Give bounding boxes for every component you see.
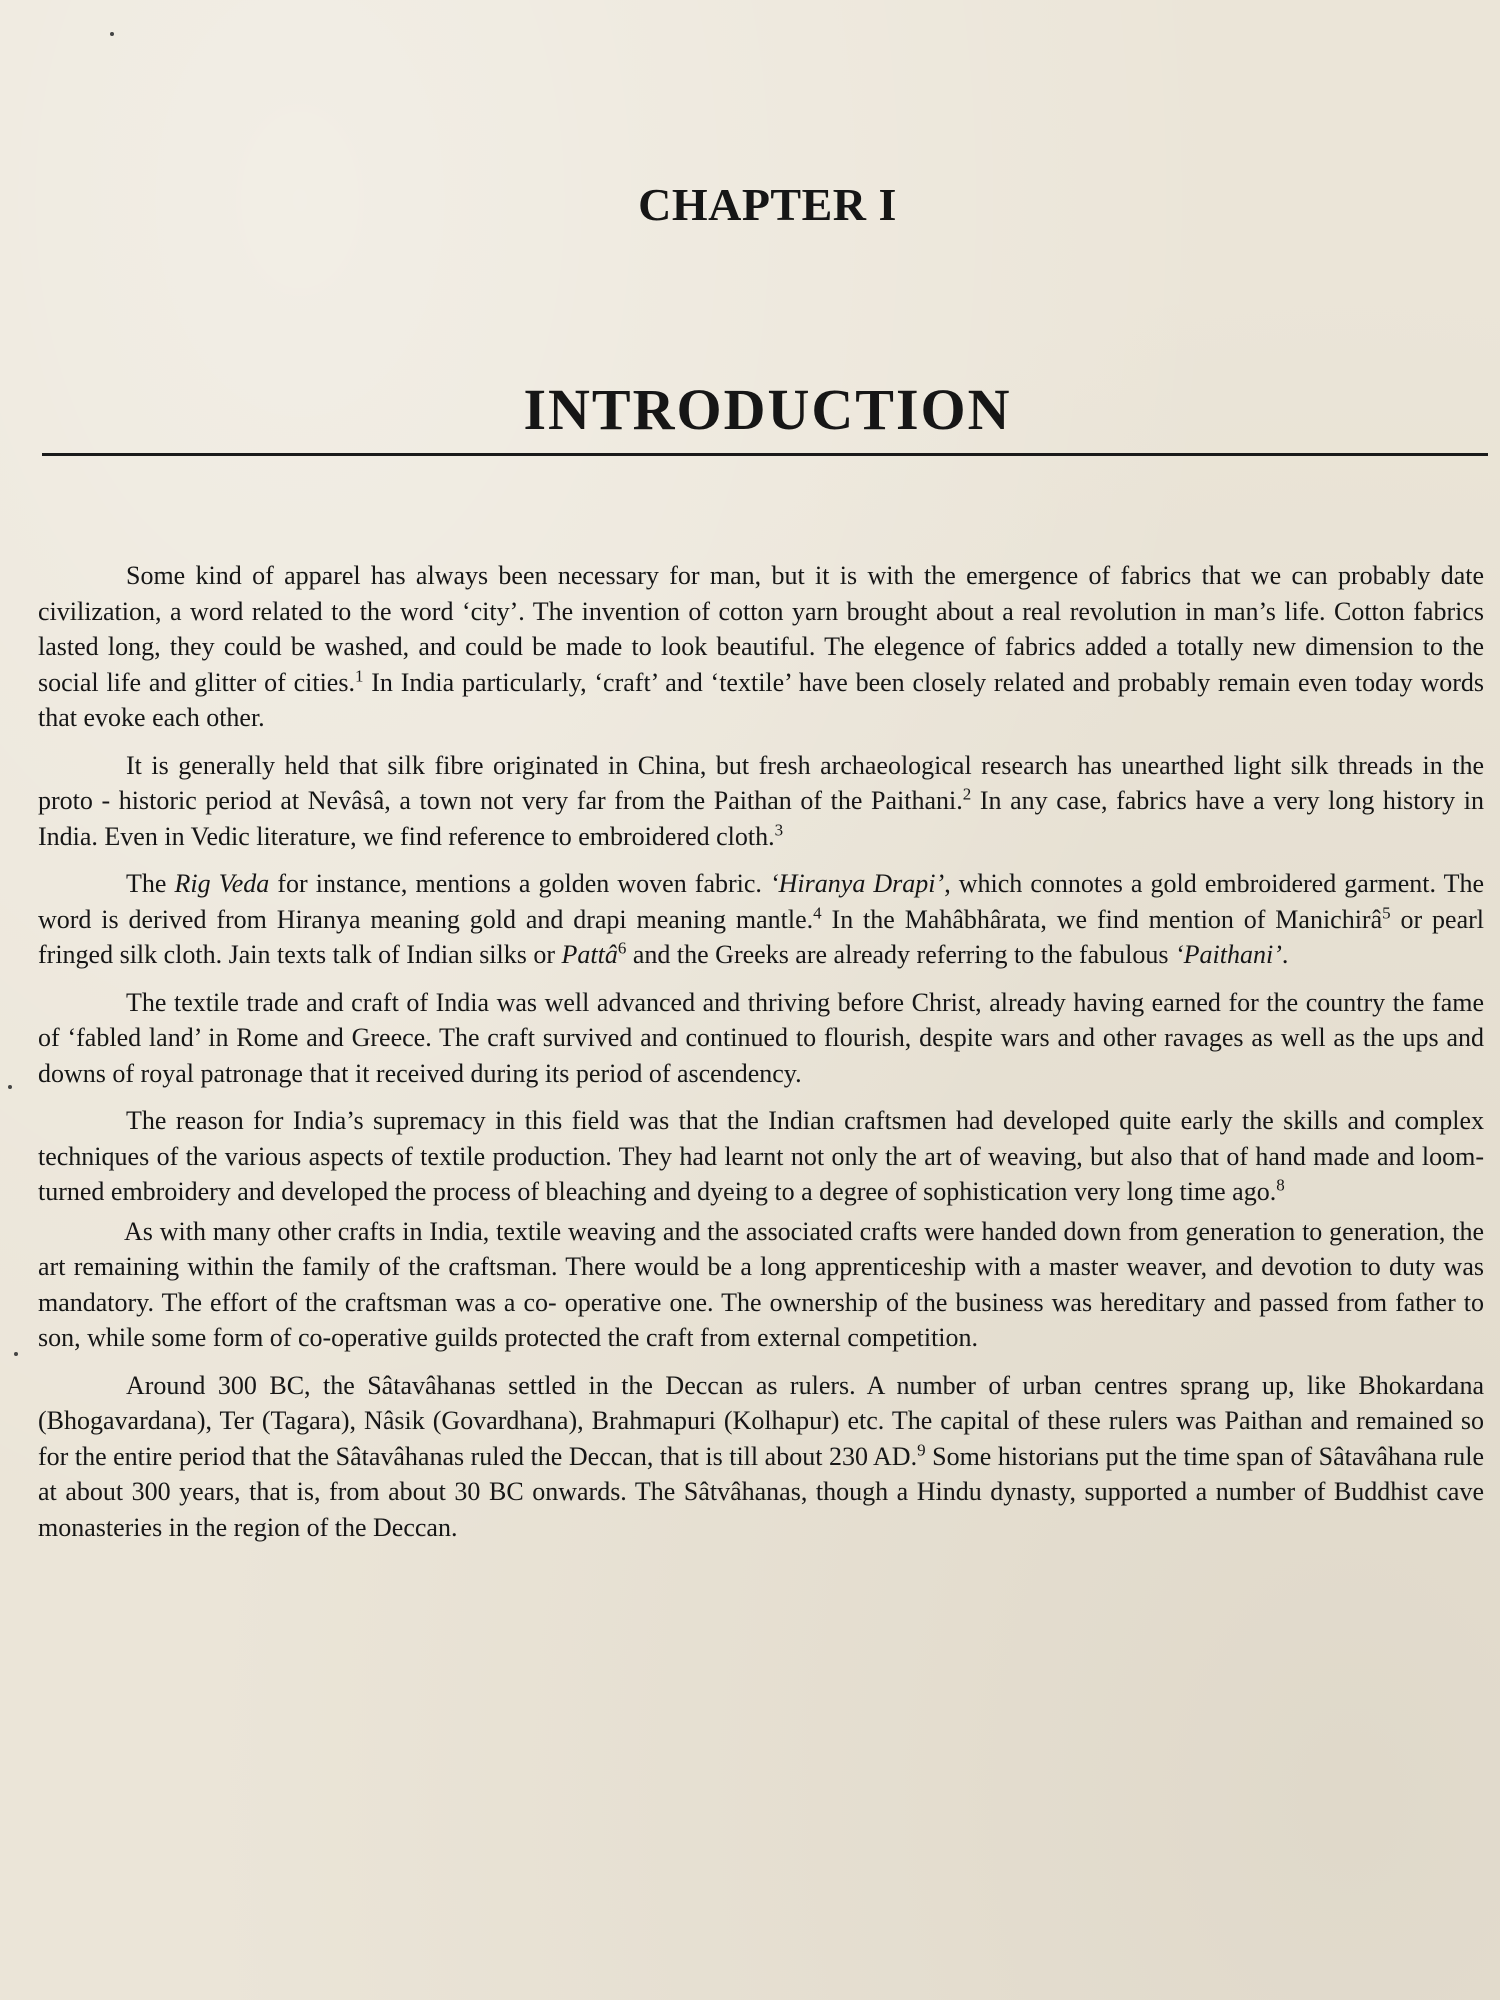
print-speck bbox=[110, 32, 114, 36]
title-divider bbox=[42, 453, 1488, 456]
chapter-title: INTRODUCTION bbox=[523, 377, 1012, 442]
footnote-ref: 8 bbox=[1276, 1175, 1285, 1195]
footnote-ref: 5 bbox=[1382, 902, 1391, 922]
paragraph-5: The reason for India’s supremacy in this field was that the Indian craftsmen had developed quite early the skills and complex techniques of the various aspects of textile production. They had learnt not only the art of weaving, but also that of hand made and loom-turned embroidery and developed the process of bleaching and dyeing to a degree of sophistication very long time ago.$^8$ bbox=[38, 1106, 1484, 1206]
paragraph-6: As with many other crafts in India, textile weaving and the associated crafts were handed down from generation to generation, the art remaining within the family of the craftsman. There would be a long apprenticeship with a master weaver, and devotion to duty was mandatory. The effort of the craftsman was a co- operative one. The ownership of the business was hereditary and passed from father to son, while some form of co-operative guilds protected the craft from external competition. bbox=[38, 1216, 1484, 1352]
footnote-ref: 6 bbox=[617, 938, 627, 958]
paragraph-3: The Rig Veda for instance, mentions a golden woven fabric. ‘Hiranya Drapi’, which connotes a gold embroidered garment. The word is derived from Hiranya meaning gold and drapi meaning mantle.$^4$ In the Mahâbhârata, we find mention of Manichirâ$^5$ or pearl fringed silk cloth. Jain texts talk of Indian silks or Pattâ$^6$ and the Greeks are already referring to the fabulous ‘Paithani’. bbox=[38, 869, 1485, 969]
paragraph-1: Some kind of apparel has always been necessary for man, but it is with the emergence of fabrics that we can probably date civilization, a word related to the word ‘city’. The invention of cotton yarn brought about a real revolution in man’s life. Cotton fabrics lasted long, they could be washed, and could be made to look beautiful. The elegence of fabrics added a totally new dimension to the social life and glitter of cities.$^1$ In India particularly, ‘craft’ and ‘textile’ have been closely related and probably remain even today words that evoke each other. bbox=[38, 561, 1484, 732]
paragraph-4: The textile trade and craft of India was well advanced and thriving before Christ, already having earned for the country the fame of ‘fabled land’ in Rome and Greece. The craft survived and continued to flourish, despite wars and other ravages as well as the ups and downs of royal patronage that it received during its period of ascendency. bbox=[38, 987, 1484, 1088]
footnote-ref: 1 bbox=[354, 665, 364, 685]
chapter-number: CHAPTER I bbox=[638, 179, 897, 230]
footnote-ref: 3 bbox=[774, 819, 784, 839]
paragraph-7: Around 300 BC, the Sâtavâhanas settled in the Deccan as rulers. A number of urban centres sprang up, like Bhokardana (Bhogavardana), Ter (Tagara), Nâsik (Govardhana), Brahmapuri (Kolhapur) etc. The capital of these rulers was Paithan and remained so for the entire period that the Sâtavâhanas ruled the Deccan, that is till about 230 AD.$^9$ Some historians put the time span of Sâtavâhana rule at about 300 years, that is, from about 30 BC onwards. The Sâtvâhanas, though a Hindu dynasty, supported a number of Buddhist cave monasteries in the region of the Deccan. bbox=[38, 1370, 1484, 1542]
footnote-ref: 4 bbox=[813, 902, 822, 922]
print-speck bbox=[8, 1085, 12, 1089]
paragraph-2: It is generally held that silk fibre originated in China, but fresh archaeological research has unearthed light silk threads in the proto - historic period at Nevâsâ, a town not very far from the Paithan of the Paithani.$^2$ In any case, fabrics have a very long history in India. Even in Vedic literature, we find reference to embroidered cloth.$^3$ bbox=[38, 750, 1484, 851]
chapter-body bbox=[38, 558, 1484, 1557]
print-speck bbox=[14, 1352, 18, 1356]
footnote-ref: 9 bbox=[917, 1439, 926, 1459]
footnote-ref: 2 bbox=[962, 784, 972, 804]
